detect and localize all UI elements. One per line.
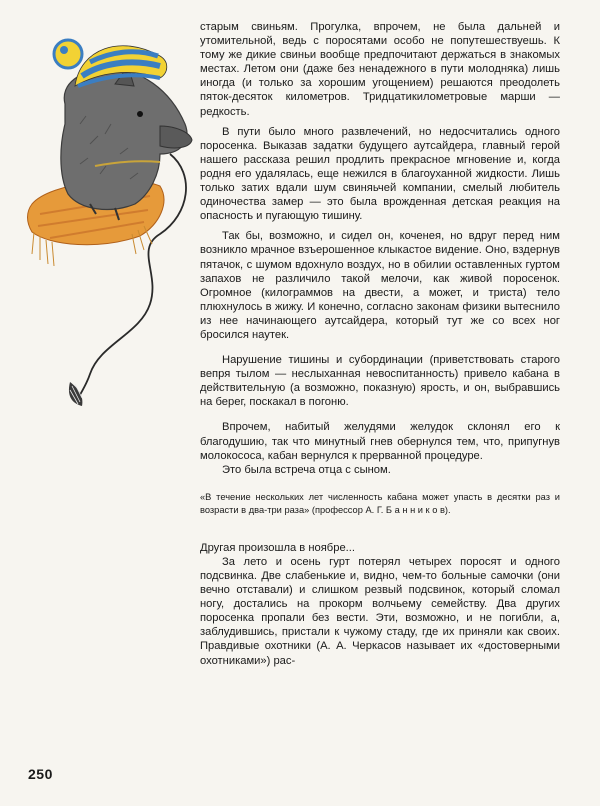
section-paragraph: За лето и осень гурт потерял четырех поросят и одного подсвинка. Две слабенькие и, видно, чем-то больные самочки (они вечно отставали) и слишком резвый подсвинок, который сломал ногу, достались на прокорм волчьему семейству. Два других поросенка пропали без вести. Эти, возможно, и не погибли, а, заблудившись, пристали к чужому стаду, где их приняли как своих. Правдивые охотники (А. А. Черкасов называет их «достоверными охотниками») рас- (200, 555, 560, 667)
paragraph-2: В пути было много развлечений, но недосчитались одного поросенка. Выказав задатки будущего аутсайдера, главный герой нашего рассказа решил продлить прекрасное мгновение и, когда родня его удалялась, еще нежился в благоуханной жидкости. Лишь только затих вдали шум свиняьчей компании, смелый любитель одиночества замер — это была врожденная детская реакция на опасность и пугающую тишину. (200, 125, 560, 223)
paragraph-3: Так бы, возможно, и сидел он, коченея, но вдруг перед ним возникло мрачное взъерошенное клыкастое видение. Оно, вздернув пятачок, с шумом вдохнуло воздух, но в обилии оставленных гуртом запахов не различило такой мелочи, как живой поросенок. Огромное (килограммов на двести, а может, и триста) тело плюхнулось в жижу. И конечно, согласно законам физики вытеснило из нее начинающего аутсайдера, который тут же со всех ног бросился наутек. (200, 230, 560, 341)
boar-piglet-illustration (20, 14, 205, 414)
boar-piglet-with-striped-hat-on-cushion-icon (20, 14, 205, 414)
epigraph-quote: «В течение нескольких лет численность кабана может упасть в десятки раз и возрасти в два-три раза» (профессор А. Г. Б а н н и к о в). (200, 491, 560, 515)
section-heading: Другая произошла в ноябре... (200, 541, 355, 554)
page-number: 250 (28, 766, 53, 782)
paragraph-4: Нарушение тишины и субординации (приветствовать старого вепря тылом — неслыханная невоспитанность) привело кабана в действительную (а возможно, показную) ярость, и он, выбравшись на берег, поскакал в погоню. (200, 354, 560, 409)
paragraph-1: старым свиньям. Прогулка, впрочем, не была дальней и утомительной, ведь с поросятами особо не попутешествуешь. К тому же дикие свиньи вообще предпочитают держаться в знакомых местах. Летом они (даже без ненадежного в пути молодняка) лишь иногда (и только за хорошим угощением) решаются преодолеть пяток-десяток километров. Тридцатикилометровые марши — редкость. (200, 21, 560, 118)
paragraph-6: Это была встреча отца с сыном. (222, 463, 391, 476)
text-column (200, 20, 560, 668)
paragraph-5: Впрочем, набитый желудями желудок склонял его к благодушию, так что минутный гнев обернулся тем, что, припугнув молокососа, кабан вернулся к прерванной процедуре. (200, 421, 560, 462)
